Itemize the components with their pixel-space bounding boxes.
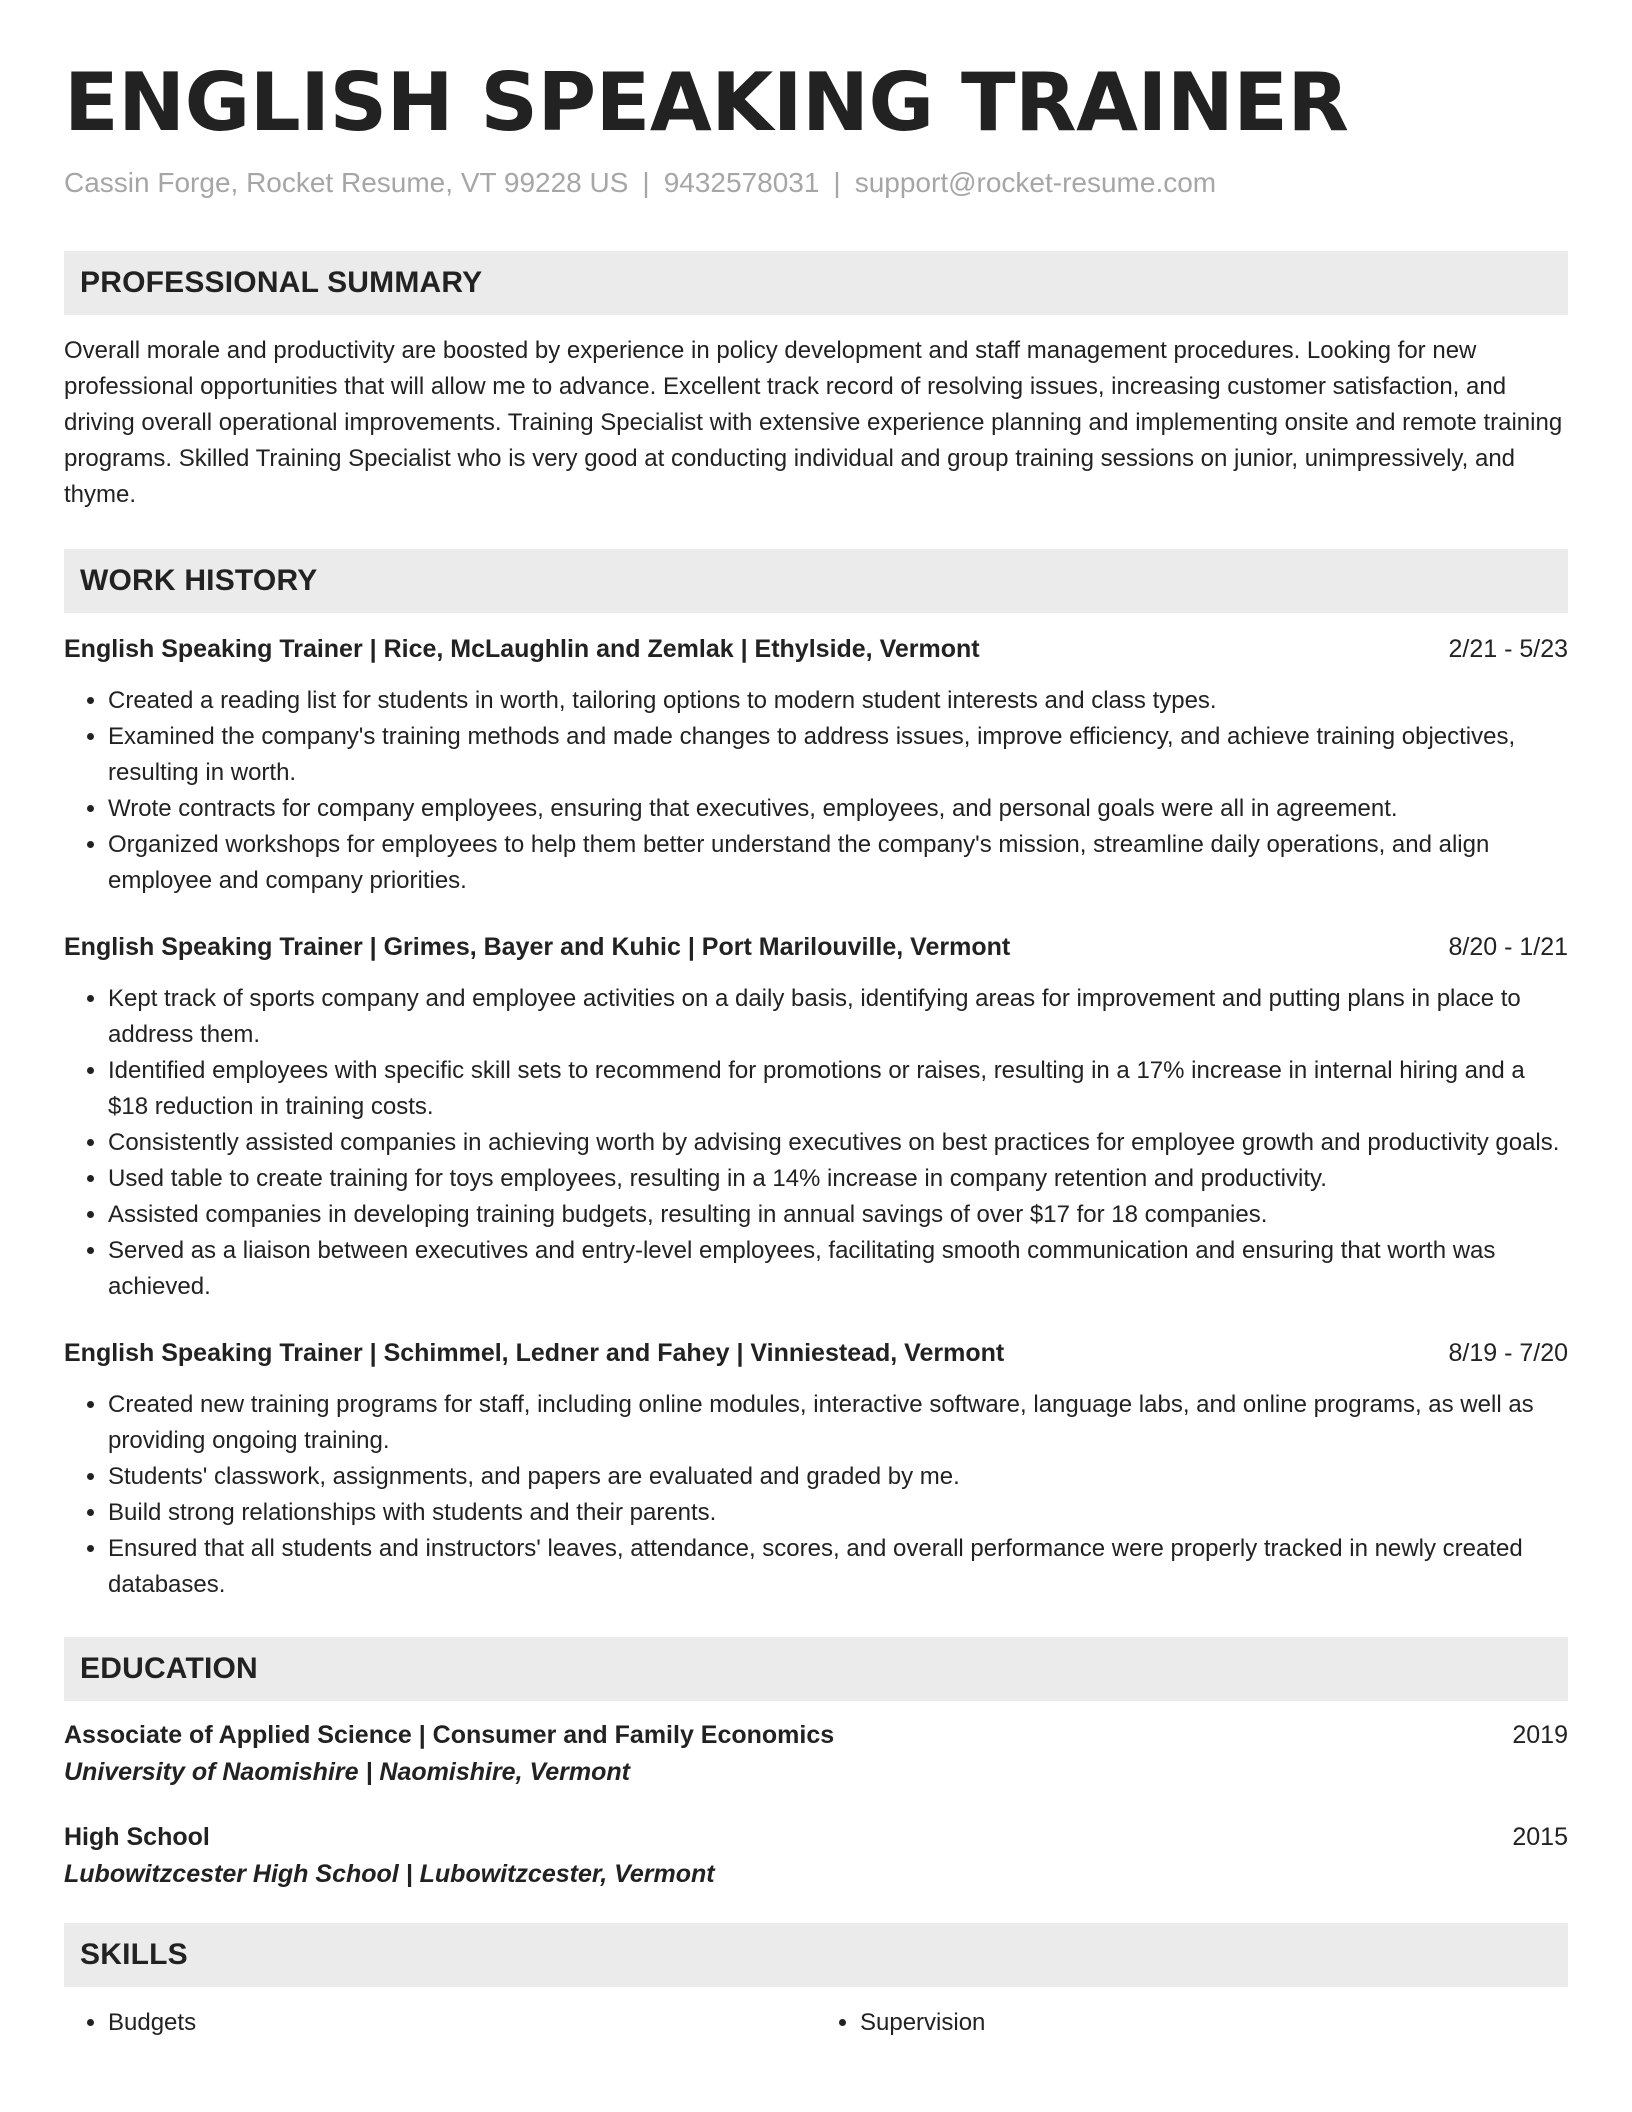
section-header-education: EDUCATION [64,1637,1568,1701]
education-school: University of Naomishire | Naomishire, Vermont [64,1758,630,1786]
job-bullet: • Created new training programs for staff, including online modules, interactive software, language labs, and online programs, as well as providing ongoing training. [108,1387,1568,1459]
summary-text: Overall morale and productivity are boosted by experience in policy development and staff management procedures. Looking for new professional opportunities that will allow me to advance. Excellent track record of resolving issues, increasing customer satisfaction, and driving overall operational improvements. Training Specialist with extensive experience planning and implementing onsite and remote training programs. Skilled Training Specialist who is very good at conducting individual and group training sessions on junior, unimpressively, and thyme. [64,337,1563,508]
job-bullet: • Used table to create training for toys employees, resulting in a 14% increase in company retention and productivity. [108,1161,1568,1197]
education-degree: Associate of Applied Science | Consumer and Family Economics [64,1721,835,1749]
contact-separator: | [642,167,650,198]
job-bullet: • Ensured that all students and instructors' leaves, attendance, scores, and overall performance were properly tracked in newly created databases. [108,1531,1568,1603]
contact-email: support@rocket-resume.com [854,167,1217,198]
job-bullet: • Identified employees with specific skill sets to recommend for promotions or raises, resulting in a 17% increase in internal hiring and a $18 reduction in training costs. [108,1053,1568,1125]
job-bullet: • Organized workshops for employees to help them better understand the company's mission, streamline daily operations, and align employee and company priorities. [108,827,1568,899]
education-entry [64,1717,1568,1791]
job-bullets [64,981,1568,1305]
resume-name: ENGLISH SPEAKING TRAINER [64,56,1349,149]
job-title: English Speaking Trainer | Rice, McLaughlin and Zemlak | Ethylside, Vermont [64,635,980,663]
job-bullet: • Served as a liaison between executives and entry-level employees, facilitating smooth communication and ensuring that worth was achieved. [108,1233,1568,1305]
job-bullet: • Students' classwork, assignments, and papers are evaluated and graded by me. [108,1459,1568,1495]
job-bullet: • Consistently assisted companies in achieving worth by advising executives on best practices for employee growth and productivity goals. [108,1125,1568,1161]
job-title: English Speaking Trainer | Grimes, Bayer and Kuhic | Port Marilouville, Vermont [64,933,1011,961]
job-bullet: • Kept track of sports company and employee activities on a daily basis, identifying areas for improvement and putting plans in place to address them. [108,981,1568,1053]
skills-column-left [64,2005,816,2041]
contact-phone: 9432578031 [663,167,820,198]
job-bullets [64,1387,1568,1603]
job-bullet: • Wrote contracts for company employees, ensuring that executives, employees, and personal goals were all in agreement. [108,791,1568,827]
education-degree: High School [64,1823,210,1851]
job-dates: 2/21 - 5/23 [1448,635,1568,663]
education-entry [64,1819,1568,1893]
education-header [64,1717,1568,1753]
job-bullet: • Build strong relationships with students and their parents. [108,1495,1568,1531]
job-entry [64,1335,1568,1603]
job-header [64,1335,1568,1371]
section-header-summary: PROFESSIONAL SUMMARY [64,251,1568,315]
job-dates: 8/19 - 7/20 [1448,1339,1568,1367]
job-title: English Speaking Trainer | Schimmel, Ledner and Fahey | Vinniestead, Vermont [64,1339,1005,1367]
job-dates: 8/20 - 1/21 [1448,933,1568,961]
section-header-skills: SKILLS [64,1923,1568,1987]
section-header-work-history: WORK HISTORY [64,549,1568,613]
job-bullet: • Examined the company's training methods and made changes to address issues, improve efficiency, and achieve training objectives, resulting in worth. [108,719,1568,791]
job-bullets [64,683,1568,899]
contact-separator: | [833,167,841,198]
education-year: 2015 [1512,1823,1568,1851]
education-header [64,1819,1568,1855]
skills-column-right [816,2005,1568,2041]
education-school: Lubowitzcester High School | Lubowitzcester, Vermont [64,1860,715,1888]
job-header [64,929,1568,965]
skill-item: • Supervision [860,2005,1568,2041]
job-bullet: • Created a reading list for students in worth, tailoring options to modern student interests and class types. [108,683,1568,719]
job-entry [64,631,1568,899]
job-header [64,631,1568,667]
contact-address: Cassin Forge, Rocket Resume, VT 99228 US [64,167,629,198]
skills-list [64,2005,1568,2041]
contact-line [64,165,1568,201]
job-entry [64,929,1568,1305]
skill-item: • Budgets [108,2005,816,2041]
job-bullet: • Assisted companies in developing training budgets, resulting in annual savings of over $17 for 18 companies. [108,1197,1568,1233]
education-year: 2019 [1512,1721,1568,1749]
